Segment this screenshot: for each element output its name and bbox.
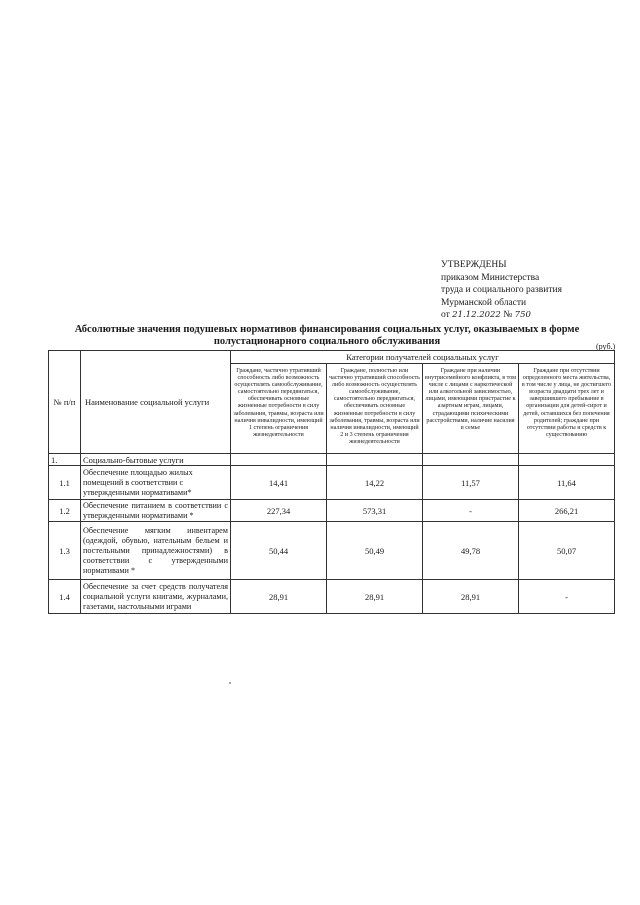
category-header: Граждане при отсутствии определенного места жительства, в том числе у лица, не достигшего возраста двадцати трех лет и завершившего пребывание в организации для детей-сирот и детей, оставшихся без попечения родителей; граждане при отсутствии работы и средств к существованию xyxy=(519,364,615,454)
value-cell: 14,22 xyxy=(327,466,423,500)
categories-header: Категории получателей социальных услуг xyxy=(231,351,615,364)
value-cell: 28,91 xyxy=(327,580,423,614)
norms-table xyxy=(48,350,615,614)
service-name: Обеспечение площадью жилых помещений в соответствии с утвержденными нормативами* xyxy=(81,466,231,500)
approval-from-label: от xyxy=(441,310,450,320)
service-name: Обеспечение за счет средств получателя социальной услуги книгами, журналами, газетами, настольными играми xyxy=(81,580,231,614)
col-num-header: № п/п xyxy=(49,351,81,454)
section-name: Социально-бытовые услуги xyxy=(81,454,231,466)
table-row xyxy=(49,580,615,614)
value-cell: 50,07 xyxy=(519,522,615,580)
section-num: 1. xyxy=(49,454,81,466)
value-cell: 50,44 xyxy=(231,522,327,580)
approval-number: 750 xyxy=(514,310,531,320)
approval-line-5 xyxy=(441,309,621,322)
table-header-row xyxy=(49,351,615,364)
value-cell: 11,64 xyxy=(519,466,615,500)
approval-line-1: УТВЕРЖДЕНЫ xyxy=(441,260,507,270)
approval-line-4: Мурманской области xyxy=(441,297,527,308)
table-row xyxy=(49,522,615,580)
category-header: Граждане, частично утративший способность либо возможность осуществлять самообслуживание, самостоятельно передвигаться, обеспечивать основные жизненные потребности в силу заболевания, травмы, возраста или наличия инвалидности, имеющий 1 степень ограничения жизнедеятельности xyxy=(231,364,327,454)
approval-line-2: приказом Министерства xyxy=(441,272,540,283)
currency-unit: (руб.) xyxy=(596,342,616,351)
category-header: Граждане, полностью или частично утративший способность либо возможность осуществлять самообслуживание, самостоятельно передвигаться, обеспечивать основные жизненные потребности в силу заболевания, травмы, возраста или наличия инвалидности, имеющий 2 и 3 степень ограничения жизнедеятельности xyxy=(327,364,423,454)
value-cell: - xyxy=(423,500,519,522)
value-cell: 28,91 xyxy=(231,580,327,614)
value-cell: 50,49 xyxy=(327,522,423,580)
table-row xyxy=(49,466,615,500)
value-cell: 266,21 xyxy=(519,500,615,522)
table-row xyxy=(49,500,615,522)
value-cell: 11,57 xyxy=(423,466,519,500)
scan-speck xyxy=(229,682,231,684)
row-num: 1.4 xyxy=(49,580,81,614)
value-cell: 227,34 xyxy=(231,500,327,522)
col-name-header: Наименование социальной услуги xyxy=(81,351,231,454)
service-name: Обеспечение питанием в соответствии с утвержденными нормативами * xyxy=(81,500,231,522)
document-title: Абсолютные значения подушевых нормативов финансирования социальных услуг, оказываемых в форме полустационарного социального обслуживания xyxy=(74,324,580,347)
approval-date: 21.12.2022 xyxy=(452,310,501,320)
row-num: 1.3 xyxy=(49,522,81,580)
value-cell: 28,91 xyxy=(423,580,519,614)
row-num: 1.2 xyxy=(49,500,81,522)
value-cell: - xyxy=(519,580,615,614)
value-cell: 14,41 xyxy=(231,466,327,500)
value-cell: 49,78 xyxy=(423,522,519,580)
section-row xyxy=(49,454,615,466)
row-num: 1.1 xyxy=(49,466,81,500)
service-name: Обеспечение мягким инвентарем (одеждой, обувью, нательным бельем и постельными принадлежностями) в соответствии с утвержденными нормативами * xyxy=(81,522,231,580)
value-cell: 573,31 xyxy=(327,500,423,522)
approval-line-3: труда и социального развития xyxy=(441,285,562,295)
category-header: Граждане при наличии внутрисемейного конфликта, в том числе с лицами с наркотической или алкогольной зависимостью, лицами, имеющими пристрастие к азартным играм, лицами, страдающими психическими расстройствами, наличие насилия в семье xyxy=(423,364,519,454)
approval-block xyxy=(441,259,621,322)
approval-number-label: № xyxy=(503,310,513,320)
